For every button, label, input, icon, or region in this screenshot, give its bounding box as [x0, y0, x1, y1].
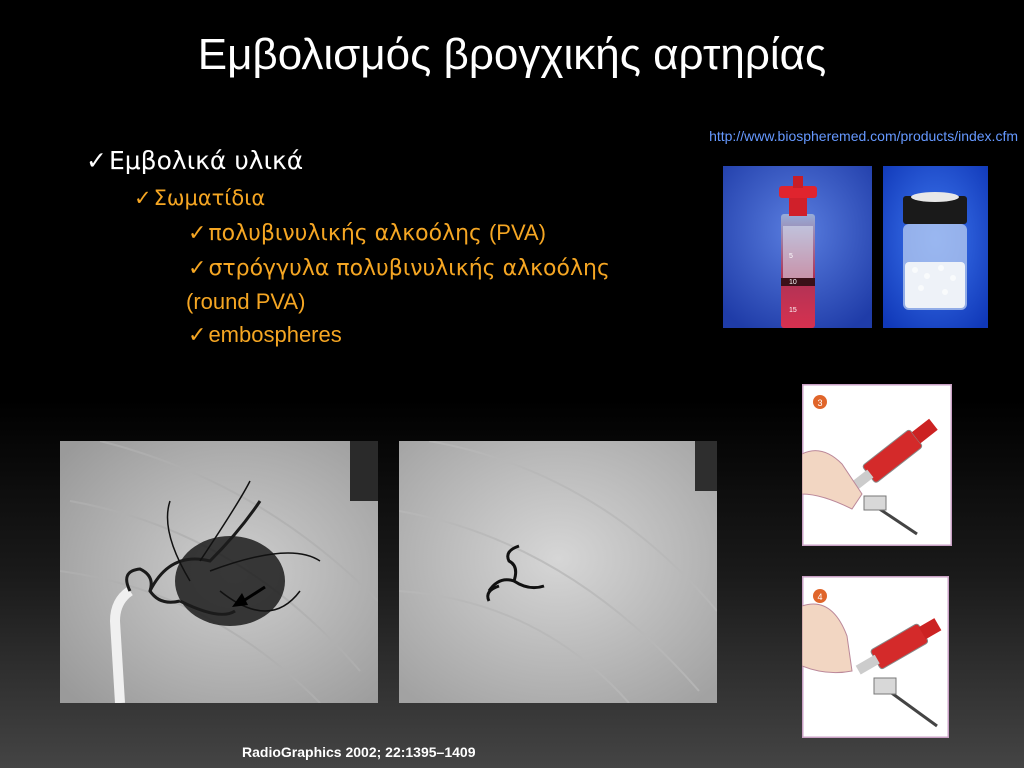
syringe-scale-label: 10	[789, 279, 797, 286]
bullet-particles	[134, 186, 265, 210]
check-icon: ✓	[134, 186, 152, 210]
syringe-step-4-illustration	[802, 576, 949, 738]
syringe-step-3-illustration	[802, 384, 952, 546]
pva-syringe-photo	[723, 166, 872, 328]
syringe-scale-label: 5	[789, 253, 793, 260]
bullet-round-pva	[188, 256, 610, 281]
angiogram-after-image	[399, 441, 717, 703]
check-icon: ✓	[188, 221, 207, 246]
step-number: 4	[817, 592, 823, 602]
citation-text: RadioGraphics 2002; 22:1395–1409	[242, 744, 476, 760]
bullet-label: embospheres	[208, 322, 342, 347]
check-icon: ✓	[86, 146, 107, 175]
source-url-link[interactable]: http://www.biospheremed.com/products/index.cfm	[709, 128, 1018, 144]
bullet-embolic-materials	[86, 146, 303, 175]
bullet-label-latin: (PVA)	[488, 220, 546, 245]
bullet-label: Εμβολικά υλικά	[108, 146, 304, 175]
check-icon: ✓	[188, 322, 207, 347]
bullet-label-greek: πολυβινυλικής αλκοόλης	[208, 221, 489, 246]
angiogram-before-image	[60, 441, 378, 703]
bullet-pva	[188, 220, 546, 246]
check-icon: ✓	[188, 256, 207, 281]
bullet-round-pva-continued: (round PVA)	[186, 289, 306, 314]
bullet-label: στρόγγυλα πολυβινυλικής αλκοόλης	[208, 256, 610, 281]
slide-title: Εμβολισμός βρογχικής αρτηρίας	[197, 30, 827, 79]
step-number: 3	[817, 398, 823, 408]
embospheres-vial-photo	[883, 166, 988, 328]
bullet-label: Σωματίδια	[153, 186, 266, 210]
bullet-embospheres	[188, 322, 342, 348]
syringe-scale-label: 15	[789, 307, 797, 314]
